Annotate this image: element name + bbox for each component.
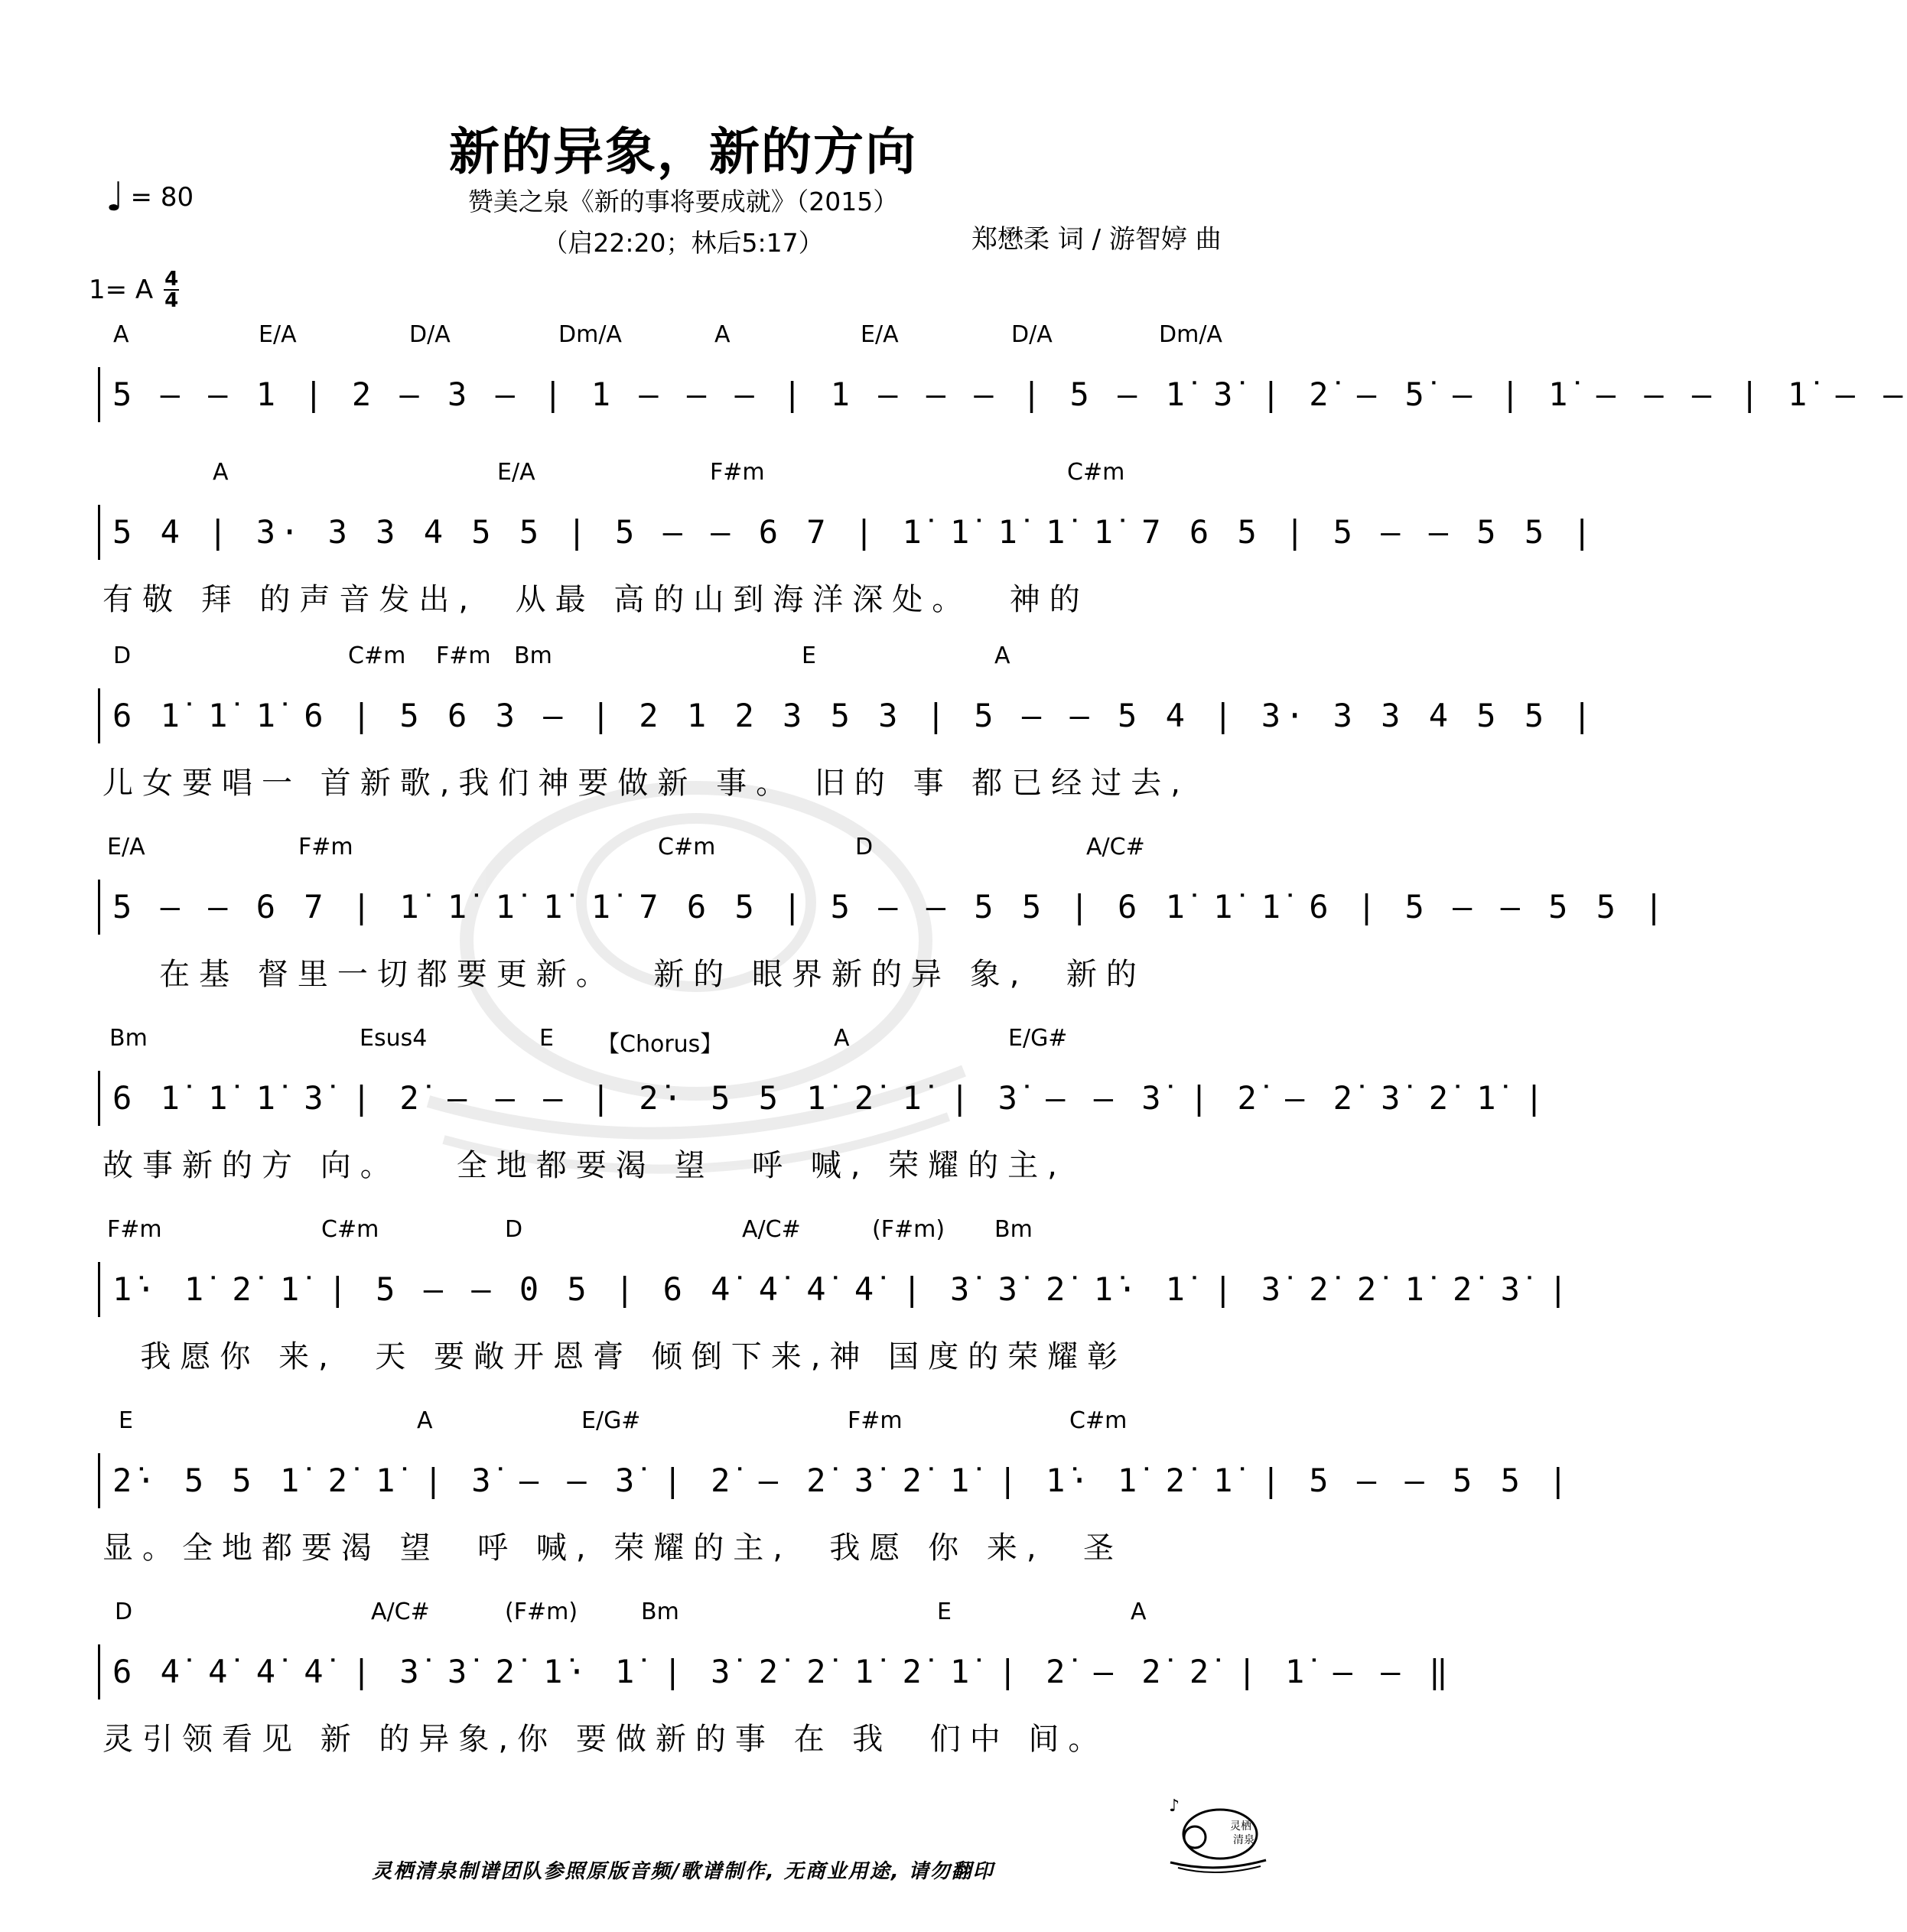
chord-symbol: E/G# bbox=[581, 1407, 641, 1434]
chord-symbol: F#m bbox=[436, 642, 491, 669]
chord-symbol: Dm/A bbox=[558, 321, 622, 348]
chord-symbol: E/A bbox=[861, 321, 899, 348]
chord-symbol: E/G# bbox=[1008, 1025, 1068, 1052]
chord-symbol: C#m bbox=[321, 1216, 379, 1243]
chord-symbol: F#m bbox=[298, 834, 353, 860]
notation-row bbox=[98, 1071, 1549, 1126]
jianpu-notes: 1̇· 1̇ 2̇ 1̇ | 5 – – 0 5 | 6 4̇ 4̇ 4̇ 4̇ | 3̇ 3̇ 2̇ 1̇· 1̇ | 3̇ 2̇ 2̇ 1̇ 2̇ 3̇ | bbox=[112, 1270, 1573, 1308]
quarter-note-icon: ♩ bbox=[106, 174, 125, 220]
jianpu-notes: 2̇· 5 5 1̇ 2̇ 1̇ | 3̇ – – 3̇ | 2̇ – 2̇ 3̇ 2̇ 1̇ | 1̇· 1̇ 2̇ 1̇ | 5 – – 5 5 | bbox=[112, 1462, 1573, 1499]
song-title: 新的异象，新的方向 bbox=[449, 122, 917, 181]
svg-text:♪: ♪ bbox=[1169, 1797, 1180, 1816]
chord-symbol: A/C# bbox=[371, 1599, 430, 1625]
jianpu-notes: 5 – – 6 7 | 1̇ 1̇ 1̇ 1̇ 1̇ 7 6 5 | 5 – – 5 5 | 6 1̇ 1̇ 1̇ 6 | 5 – – 5 5 | bbox=[112, 888, 1668, 925]
notation-row bbox=[98, 1644, 1453, 1699]
chord-symbol: Bm bbox=[109, 1025, 148, 1052]
chord-symbol: E/A bbox=[259, 321, 297, 348]
chord-symbol: E/A bbox=[497, 459, 535, 486]
lyrics-line: 故事新的方 向。 全地都要渴 望 呼 喊, 荣耀的主, bbox=[103, 1148, 1066, 1183]
key-label: 1= A bbox=[89, 275, 154, 305]
lyrics-line: 灵引领看见 新 的异象,你 要做新的事 在 我 们中 间。 bbox=[103, 1722, 1108, 1757]
chord-row bbox=[0, 321, 1366, 352]
chord-symbol: F#m bbox=[848, 1407, 903, 1434]
chord-symbol: A bbox=[994, 642, 1010, 669]
chord-symbol: A bbox=[834, 1025, 850, 1052]
chord-symbol: Bm bbox=[994, 1216, 1033, 1243]
credits: 郑懋柔 词 / 游智婷 曲 bbox=[971, 224, 1222, 255]
jianpu-notes: 5 – – 1 | 2 – 3 – | 1 – – – | 1 – – – | 5 – 1̇ 3̇ | 2̇ – 5̇ – | 1̇ – – – | 1̇ – – bbox=[112, 376, 1907, 413]
chord-symbol: D bbox=[113, 642, 132, 669]
jianpu-notes: 6 4̇ 4̇ 4̇ 4̇ | 3̇ 3̇ 2̇ 1̇· 1̇ | 3̇ 2̇ 2̇ 1̇ 2̇ 1̇ | 2̇ – 2̇ 2̇ | 1̇ – – ‖ bbox=[112, 1653, 1453, 1690]
tempo-value: = 80 bbox=[130, 182, 194, 213]
lyrics-line: 显。全地都要渴 望 呼 喊, 荣耀的主, 我愿 你 来, 圣 bbox=[103, 1530, 1124, 1566]
lyrics-line: 儿女要唱一 首新歌,我们神要做新 事。 旧的 事 都已经过去, bbox=[103, 766, 1190, 801]
time-signature: 4 4 bbox=[164, 268, 179, 312]
chord-symbol: D bbox=[505, 1216, 523, 1243]
chord-symbol: C#m bbox=[1067, 459, 1125, 486]
notation-row bbox=[98, 1453, 1573, 1508]
chord-symbol: (F#m) bbox=[872, 1216, 945, 1243]
chord-row bbox=[0, 1599, 1366, 1629]
lyrics-line: 有敬 拜 的声音发出, 从最 高的山到海洋深处。 神的 bbox=[103, 582, 1089, 617]
chord-symbol: E bbox=[937, 1599, 952, 1625]
chord-row bbox=[0, 834, 1366, 864]
jianpu-notes: 6 1̇ 1̇ 1̇ 6 | 5 6 3 – | 2 1 2 3 5 3 | 5 – – 5 4 | 3· 3 3 4 5 5 | bbox=[112, 697, 1596, 734]
chord-symbol: A/C# bbox=[1086, 834, 1145, 860]
chord-symbol: D/A bbox=[409, 321, 451, 348]
chord-symbol: C#m bbox=[1069, 1407, 1128, 1434]
chord-row bbox=[0, 459, 1366, 490]
tempo-mark bbox=[106, 174, 194, 220]
notation-row bbox=[98, 688, 1596, 743]
notation-row bbox=[98, 880, 1668, 935]
lyrics-line: 我愿你 来, 天 要敞开恩膏 倾倒下来,神 国度的荣耀彰 bbox=[103, 1339, 1128, 1374]
chord-symbol: E bbox=[539, 1025, 554, 1052]
notation-row bbox=[98, 505, 1596, 560]
chord-symbol: D bbox=[855, 834, 874, 860]
key-signature bbox=[89, 269, 179, 311]
chord-symbol: E/A bbox=[107, 834, 145, 860]
chord-symbol: A bbox=[1131, 1599, 1147, 1625]
chord-symbol: Bm bbox=[641, 1599, 679, 1625]
chord-symbol: Bm bbox=[514, 642, 552, 669]
chord-symbol: C#m bbox=[658, 834, 716, 860]
chord-symbol: A/C# bbox=[742, 1216, 801, 1243]
chord-row bbox=[0, 1216, 1366, 1247]
scripture-reference: （启22:20；林后5:17） bbox=[542, 228, 824, 258]
chord-symbol: A bbox=[714, 321, 731, 348]
chord-symbol: D/A bbox=[1011, 321, 1053, 348]
song-subtitle: 赞美之泉《新的事将要成就》（2015） bbox=[467, 187, 899, 216]
notation-row bbox=[98, 367, 1907, 422]
chord-row bbox=[0, 1407, 1366, 1438]
chord-symbol: A bbox=[113, 321, 129, 348]
chord-symbol: (F#m) bbox=[505, 1599, 578, 1625]
chord-symbol: 【Chorus】 bbox=[597, 1031, 724, 1058]
chord-row bbox=[0, 642, 1366, 673]
chord-symbol: F#m bbox=[107, 1216, 162, 1243]
chord-symbol: F#m bbox=[710, 459, 765, 486]
svg-text:清泉: 清泉 bbox=[1233, 1834, 1255, 1846]
chord-symbol: A bbox=[213, 459, 229, 486]
chord-symbol: D bbox=[115, 1599, 133, 1625]
jianpu-notes: 5 4 | 3· 3 3 4 5 5 | 5 – – 6 7 | 1̇ 1̇ 1̇ 1̇ 1̇ 7 6 5 | 5 – – 5 5 | bbox=[112, 513, 1596, 551]
chord-symbol: Dm/A bbox=[1159, 321, 1222, 348]
footer-note: 灵栖清泉制谱团队参照原版音频/歌谱制作, 无商业用途, 请勿翻印 bbox=[372, 1860, 994, 1883]
chord-symbol: E bbox=[802, 642, 816, 669]
chord-symbol: A bbox=[417, 1407, 433, 1434]
lyrics-line: 在基 督里一切都要更新。 新的 眼界新的异 象, 新的 bbox=[103, 957, 1146, 992]
chord-row bbox=[0, 1025, 1366, 1058]
chord-symbol: E bbox=[119, 1407, 133, 1434]
jianpu-notes: 6 1̇ 1̇ 1̇ 3̇ | 2̇ – – – | 2̇· 5 5 1̇ 2̇ 1̇ | 3̇ – – 3̇ | 2̇ – 2̇ 3̇ 2̇ 1̇ | bbox=[112, 1079, 1549, 1117]
notation-row bbox=[98, 1262, 1573, 1317]
lingqi-logo bbox=[1163, 1790, 1270, 1874]
chord-symbol: Esus4 bbox=[360, 1025, 428, 1052]
chord-symbol: C#m bbox=[348, 642, 406, 669]
svg-text:灵栖: 灵栖 bbox=[1230, 1820, 1251, 1833]
